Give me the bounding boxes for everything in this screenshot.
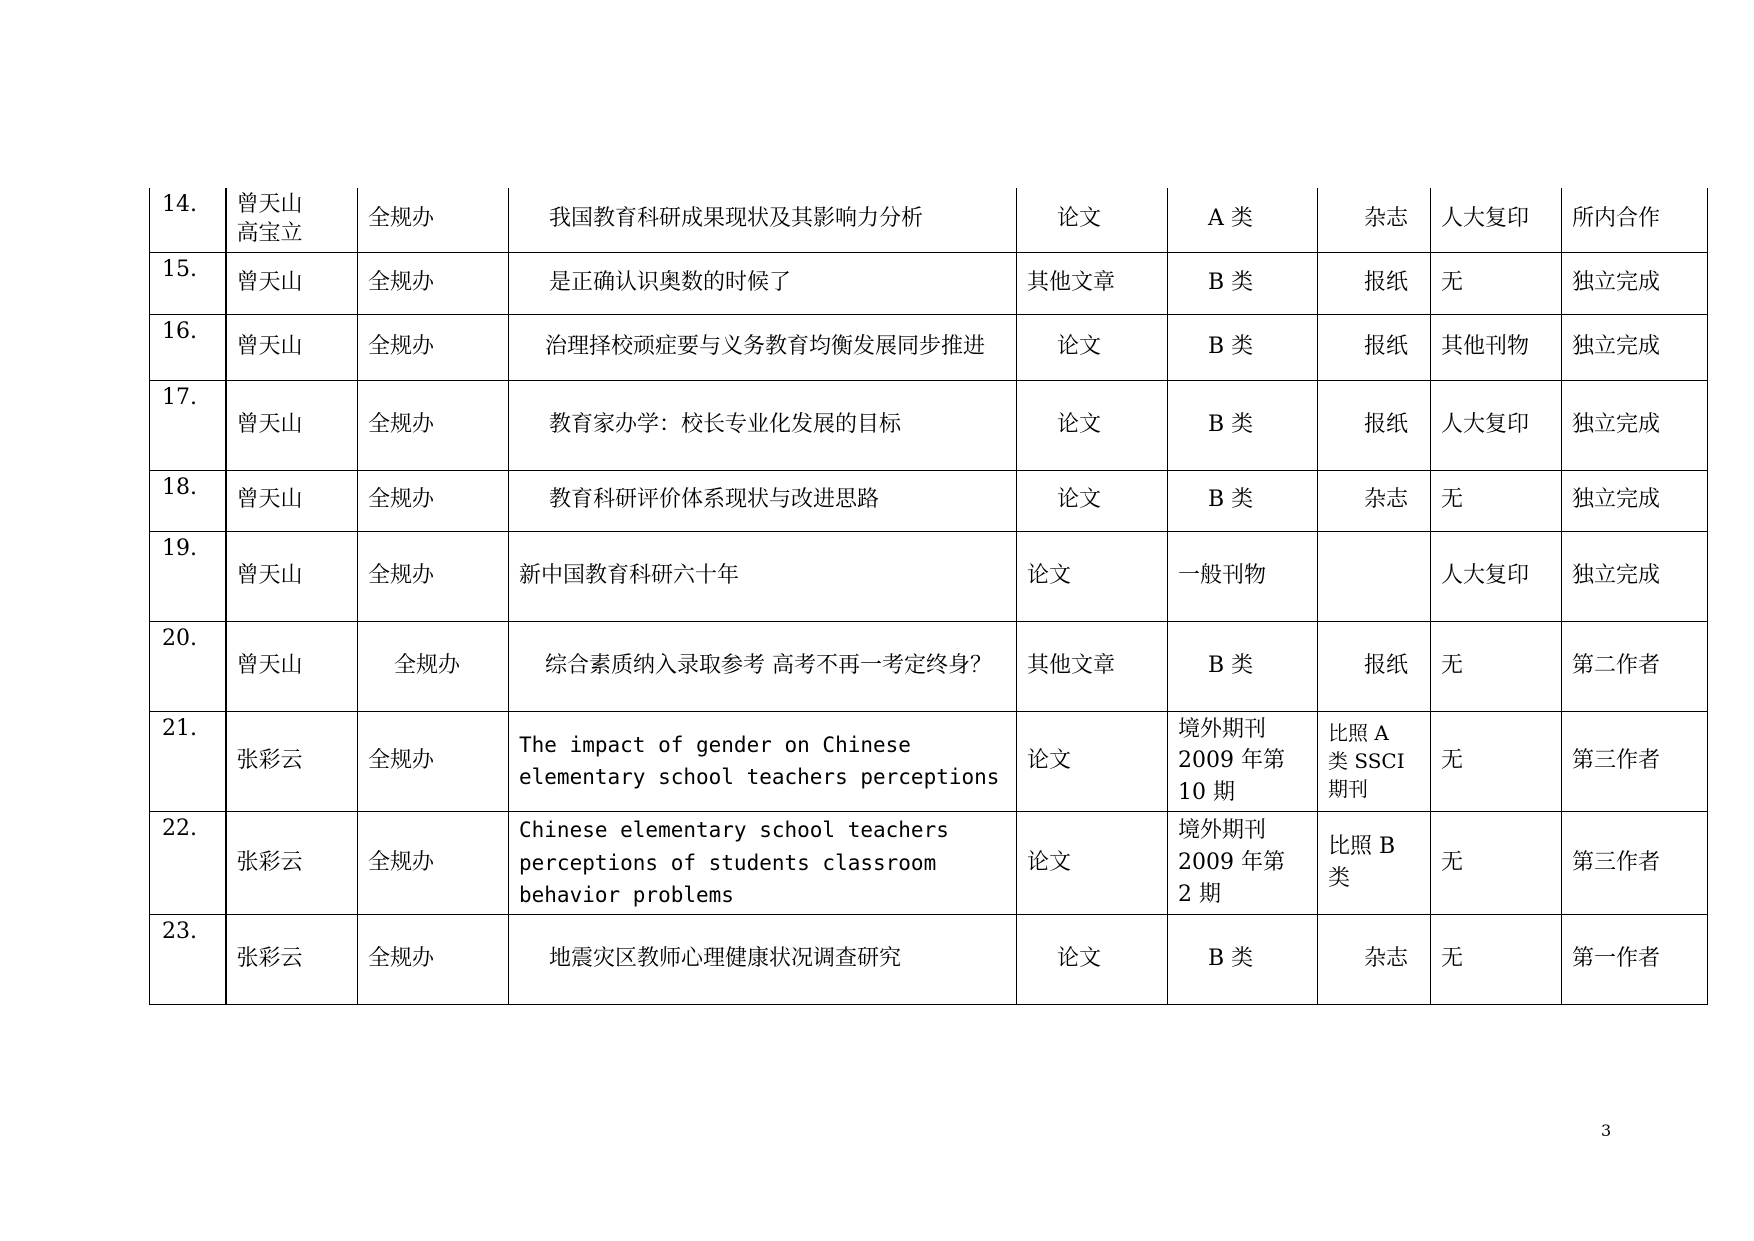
table-row <box>150 188 1708 252</box>
table-row <box>150 711 1708 812</box>
level-cell: 一般刊物 <box>1168 531 1318 621</box>
level-cell: A 类 <box>1168 188 1318 252</box>
reprint-cell: 无 <box>1431 711 1562 812</box>
row-number: 22. <box>150 812 226 915</box>
level-cell: B 类 <box>1168 470 1318 531</box>
level-cell: B 类 <box>1168 380 1318 470</box>
achievements-table <box>149 188 1708 1005</box>
department-cell: 全规办 <box>358 812 509 915</box>
department-cell: 全规办 <box>358 621 509 711</box>
type-cell: 论文 <box>1017 812 1168 915</box>
publication-cell: 杂志 <box>1318 914 1431 1004</box>
row-number: 16. <box>150 314 226 380</box>
reprint-cell: 人大复印 <box>1431 188 1562 252</box>
role-cell: 所内合作 <box>1562 188 1708 252</box>
reprint-cell: 其他刊物 <box>1431 314 1562 380</box>
title-cell: 教育科研评价体系现状与改进思路 <box>509 470 1017 531</box>
publication-cell: 杂志 <box>1318 188 1431 252</box>
author-cell: 曾天山 <box>226 621 358 711</box>
page-number: 3 <box>1601 1121 1612 1140</box>
role-cell: 独立完成 <box>1562 470 1708 531</box>
title-cell: 综合素质纳入录取参考 高考不再一考定终身？ <box>509 621 1017 711</box>
row-number: 18. <box>150 470 226 531</box>
reprint-cell: 无 <box>1431 252 1562 314</box>
role-cell: 独立完成 <box>1562 531 1708 621</box>
role-cell: 独立完成 <box>1562 380 1708 470</box>
title-cell: 新中国教育科研六十年 <box>509 531 1017 621</box>
level-cell: B 类 <box>1168 252 1318 314</box>
reprint-cell: 无 <box>1431 914 1562 1004</box>
author-cell: 张彩云 <box>226 914 358 1004</box>
type-cell: 其他文章 <box>1017 621 1168 711</box>
department-cell: 全规办 <box>358 188 509 252</box>
role-cell: 第三作者 <box>1562 812 1708 915</box>
table-row <box>150 252 1708 314</box>
publication-cell: 比照 A 类 SSCI 期刊 <box>1318 711 1431 812</box>
type-cell: 论文 <box>1017 380 1168 470</box>
title-cell: 治理择校顽症要与义务教育均衡发展同步推进 <box>509 314 1017 380</box>
department-cell: 全规办 <box>358 380 509 470</box>
author-cell: 张彩云 <box>226 711 358 812</box>
department-cell: 全规办 <box>358 914 509 1004</box>
row-number: 15. <box>150 252 226 314</box>
publication-cell: 报纸 <box>1318 621 1431 711</box>
department-cell: 全规办 <box>358 531 509 621</box>
reprint-cell: 人大复印 <box>1431 380 1562 470</box>
title-cell: 教育家办学：校长专业化发展的目标 <box>509 380 1017 470</box>
level-cell: B 类 <box>1168 914 1318 1004</box>
department-cell: 全规办 <box>358 711 509 812</box>
type-cell: 论文 <box>1017 188 1168 252</box>
author-cell: 曾天山 高宝立 <box>226 188 358 252</box>
table-row <box>150 380 1708 470</box>
role-cell: 第一作者 <box>1562 914 1708 1004</box>
type-cell: 论文 <box>1017 914 1168 1004</box>
author-cell: 曾天山 <box>226 314 358 380</box>
publication-cell: 报纸 <box>1318 314 1431 380</box>
role-cell: 第二作者 <box>1562 621 1708 711</box>
row-number: 21. <box>150 711 226 812</box>
table-row <box>150 812 1708 915</box>
type-cell: 论文 <box>1017 711 1168 812</box>
title-cell: 是正确认识奥数的时候了 <box>509 252 1017 314</box>
title-cell: 地震灾区教师心理健康状况调查研究 <box>509 914 1017 1004</box>
department-cell: 全规办 <box>358 470 509 531</box>
author-cell: 张彩云 <box>226 812 358 915</box>
reprint-cell: 无 <box>1431 470 1562 531</box>
title-cell: 我国教育科研成果现状及其影响力分析 <box>509 188 1017 252</box>
row-number: 19. <box>150 531 226 621</box>
table-row <box>150 314 1708 380</box>
author-cell: 曾天山 <box>226 470 358 531</box>
reprint-cell: 无 <box>1431 812 1562 915</box>
table-row <box>150 914 1708 1004</box>
title-cell: Chinese elementary school teachers perceptions of students classroom behavior problems <box>509 812 1017 915</box>
level-cell: 境外期刊 2009 年第 10 期 <box>1168 711 1318 812</box>
role-cell: 独立完成 <box>1562 314 1708 380</box>
type-cell: 论文 <box>1017 470 1168 531</box>
publication-cell: 报纸 <box>1318 252 1431 314</box>
department-cell: 全规办 <box>358 252 509 314</box>
publication-cell: 杂志 <box>1318 470 1431 531</box>
level-cell: B 类 <box>1168 621 1318 711</box>
publication-cell: 报纸 <box>1318 380 1431 470</box>
title-cell: The impact of gender on Chinese elementary school teachers perceptions <box>509 711 1017 812</box>
reprint-cell: 人大复印 <box>1431 531 1562 621</box>
department-cell: 全规办 <box>358 314 509 380</box>
row-number: 20. <box>150 621 226 711</box>
author-cell: 曾天山 <box>226 531 358 621</box>
publication-cell <box>1318 531 1431 621</box>
row-number: 14. <box>150 188 226 252</box>
role-cell: 第三作者 <box>1562 711 1708 812</box>
type-cell: 其他文章 <box>1017 252 1168 314</box>
level-cell: 境外期刊 2009 年第 2 期 <box>1168 812 1318 915</box>
author-cell: 曾天山 <box>226 252 358 314</box>
row-number: 17. <box>150 380 226 470</box>
reprint-cell: 无 <box>1431 621 1562 711</box>
publication-cell: 比照 B 类 <box>1318 812 1431 915</box>
level-cell: B 类 <box>1168 314 1318 380</box>
author-cell: 曾天山 <box>226 380 358 470</box>
table-row <box>150 470 1708 531</box>
role-cell: 独立完成 <box>1562 252 1708 314</box>
row-number: 23. <box>150 914 226 1004</box>
table-row <box>150 621 1708 711</box>
table-row <box>150 531 1708 621</box>
type-cell: 论文 <box>1017 531 1168 621</box>
type-cell: 论文 <box>1017 314 1168 380</box>
